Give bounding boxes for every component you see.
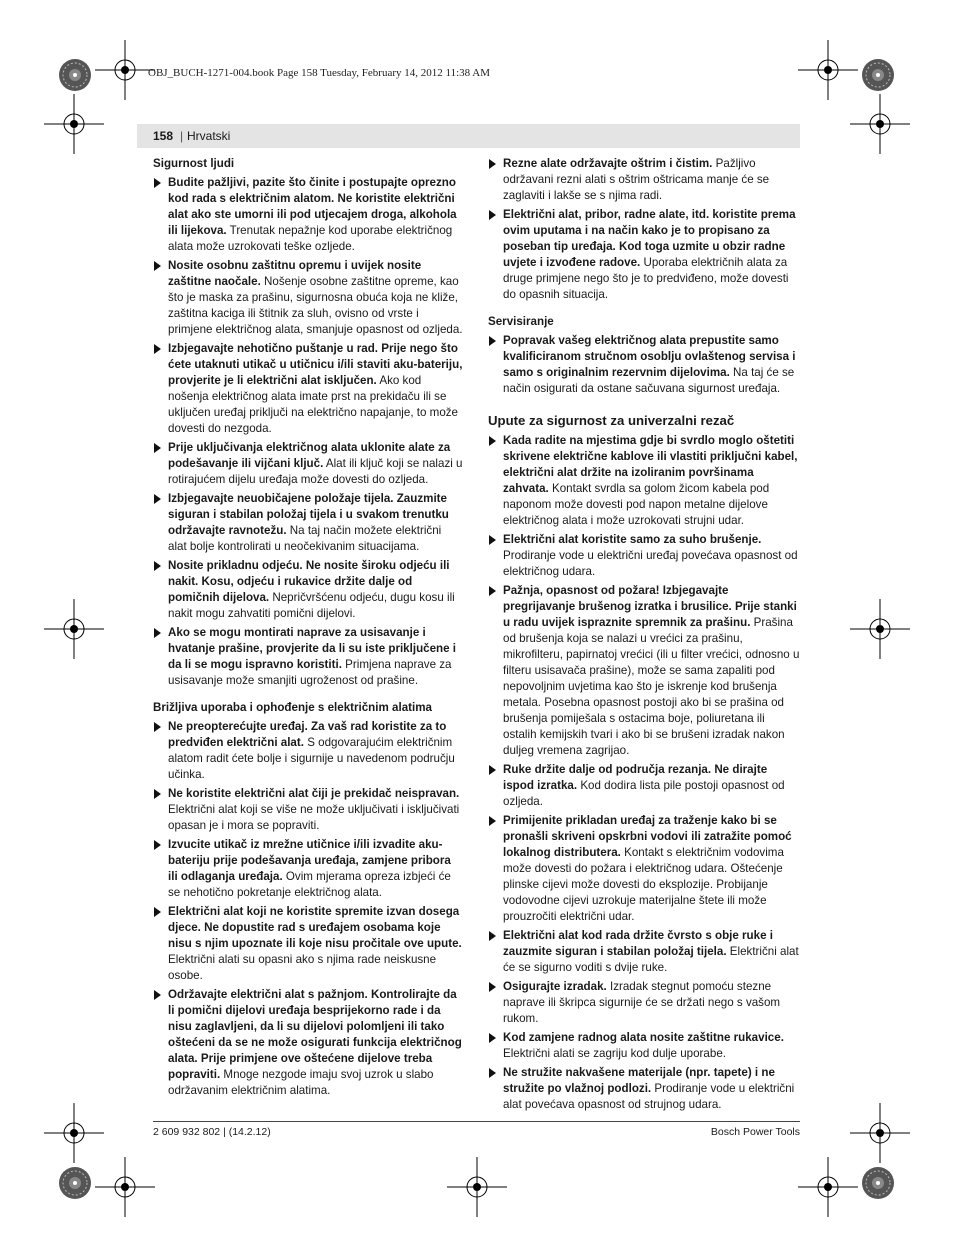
registration-mark-left-upper [44, 94, 104, 154]
registration-mark-bottom-right [798, 1157, 858, 1217]
list-item: Ne stružite nakvašene materijale (npr. tapete) i ne stružite po vlažnoj podlozi. Prodiranje vode u električni alat povećava opasnost od strujnog udara. [488, 1065, 800, 1113]
list-item: Električni alat koji ne koristite spremite izvan dosega djece. Ne dopustite rad s uređajem osobama koje nisu s njim upoznate ili koje nisu pročitale ove upute. Električni alati su opasni ako s njima rade neiskusne osobe. [153, 904, 463, 984]
color-wheel-top-left [57, 57, 93, 93]
bullet-arrow-icon [154, 990, 161, 1000]
registration-mark-right-middle [850, 599, 910, 659]
bullet-arrow-icon [489, 336, 496, 346]
bullet-arrow-icon [154, 722, 161, 732]
bullet-arrow-icon [154, 907, 161, 917]
footer-brand: Bosch Power Tools [710, 1126, 800, 1138]
list-item: Ne preopterećujte uređaj. Za vaš rad koristite za to predviđen električni alat. S odgovarajućim električnim alatom radit ćete bolje i sigurnije u navedenom području učinka. [153, 719, 463, 783]
page-number: 158 [153, 129, 174, 143]
bullet-arrow-icon [154, 178, 161, 188]
subsection-title: Upute za sigurnost za univerzalni rezač [488, 413, 735, 428]
list-item: Kod zamjene radnog alata nosite zaštitne rukavice. Električni alati se zagriju kod dulje uporabe. [488, 1030, 800, 1062]
header-language: Hrvatski [187, 129, 231, 143]
bullet-arrow-icon [154, 789, 161, 799]
bullet-arrow-icon [154, 840, 161, 850]
left-column [153, 156, 463, 1102]
bullet-arrow-icon [489, 210, 496, 220]
bullet-arrow-icon [489, 586, 496, 596]
list-item: Izbjegavajte neuobičajene položaje tijela. Zauzmite siguran i stabilan položaj tijela i u svakom trenutku održavajte ravnotežu. Na taj način možete električni alat bolje kontrolirati u neočekivanim situacijama. [153, 491, 463, 555]
section-heading: Sigurnost ljudi [153, 157, 235, 170]
color-wheel-bottom-left [57, 1165, 93, 1201]
list-item: Prije uključivanja električnog alata uklonite alate za podešavanje ili vijčani ključ. Alat ili ključ koji se nalazi u rotirajućem dijelu uređaja može dovesti do ozljeda. [153, 440, 463, 488]
bullet-arrow-icon [154, 443, 161, 453]
registration-mark-right-upper [850, 94, 910, 154]
bullet-arrow-icon [489, 159, 496, 169]
list-item: Električni alat koristite samo za suho brušenje. Prodiranje vode u električni uređaj povećava opasnost od električnog udara. [488, 532, 800, 580]
list-item: Izvucite utikač iz mrežne utičnice i/ili izvadite aku-bateriju prije podešavanja uređaja, zamjene pribora ili odlaganja uređaja. Ovim mjerama opreza izbjeći će se nehotično pokretanje električnog alata. [153, 837, 463, 901]
list-item: Popravak vašeg električnog alata prepustite samo kvalificiranom stručnom osoblju ovlaštenog servisa i samo s originalnim rezervnim dijelovima. Na taj će se način osigurati da ostane sačuvana sigurnost uređaja. [488, 333, 800, 397]
list-item: Nosite osobnu zaštitnu opremu i uvijek nosite zaštitne naočale. Nošenje osobne zaštitne opreme, kao što je maska za prašinu, sigurnosna obuća koja ne kliže, zaštitna kaciga ili štitnik za sluh, ovisno od vrste i primjene električnog alata, smanjuje opasnost od ozljeda. [153, 258, 463, 338]
bullet-arrow-icon [489, 1068, 496, 1078]
section-heading: Brižljiva uporaba i ophođenje s električnim alatima [153, 701, 432, 714]
list-item: Električni alat kod rada držite čvrsto s obje ruke i zauzmite siguran i stabilan položaj tijela. Električni alat će se sigurno voditi s dvije ruke. [488, 928, 800, 976]
list-item: Električni alat, pribor, radne alate, itd. koristite prema ovim uputama i na način kako je to propisano za poseban tip uređaja. Kod toga uzmite u obzir radne uvjete i izvođene radove. Uporaba električnih alata za druge primjene nego što je to predviđeno, može dovesti do opasnih situacija. [488, 207, 800, 303]
list-item: Pažnja, opasnost od požara! Izbjegavajte pregrijavanje brušenog izratka i brusilice. Prije stanki u radu uvijek ispraznite spremnik za prašinu. Prašina od brušenja koja se nalazi u vrećici za prašinu, mikrofilteru, papirnatoj vrećici (ili u filter vrećici, odnosno u filteru usisavača prašine), može se sama zapaliti pod nepovoljnim uvjetima kao što je iskrenje kod brušenja metala. Posebna opasnost postoji ako bi se prašina od brušenja pomiješala s ostacima boje, poliuretana ili ostalih kemijskih tvari i ako bi se brušeni izradak nakon duljeg vremena zagrijao. [488, 583, 800, 759]
list-item: Ne koristite električni alat čiji je prekidač neispravan. Električni alat koji se više ne može uključivati i isključivati opasan je i mora se popraviti. [153, 786, 463, 834]
bullet-arrow-icon [154, 261, 161, 271]
bullet-arrow-icon [154, 494, 161, 504]
bullet-arrow-icon [489, 931, 496, 941]
header-separator: | [180, 129, 184, 143]
list-item: Održavajte električni alat s pažnjom. Kontrolirajte da li pomični dijelovi uređaja besprijekorno rade i da nisu zaglavljeni, da li su dijelovi polomljeni ili tako oštećeni da se ne može osigurati funkcija električnog alata. Prije primjene ove oštećene dijelove treba popraviti. Mnoge nezgode imaju svoj uzrok u slabo održavanim električnim alatima. [153, 987, 463, 1099]
registration-mark-top-left [95, 40, 155, 100]
bullet-arrow-icon [489, 816, 496, 826]
bullet-arrow-icon [154, 344, 161, 354]
bullet-arrow-icon [489, 1033, 496, 1043]
bullet-arrow-icon [154, 561, 161, 571]
color-wheel-top-right [860, 57, 896, 93]
bullet-arrow-icon [489, 436, 496, 446]
list-item: Osigurajte izradak. Izradak stegnut pomoću stezne naprave ili škripca sigurnije će se držati nego s vašom rukom. [488, 979, 800, 1027]
list-item: Izbjegavajte nehotično puštanje u rad. Prije nego što ćete utaknuti utikač u utičnicu i/ili staviti aku-bateriju, provjerite je li električni alat isključen. Ako kod nošenja električnog alata imate prst na prekidaču ili se uključen uređaj priključi na električno napajanje, to može dovesti do nezgoda. [153, 341, 463, 437]
list-item: Rezne alate održavajte oštrim i čistim. Pažljivo održavani rezni alati s oštrim oštricama manje će se zaglaviti i lakše se s njima radi. [488, 156, 800, 204]
registration-mark-left-middle [44, 599, 104, 659]
list-item: Ako se mogu montirati naprave za usisavanje i hvatanje prašine, provjerite da li su iste priključene i da li se mogu ispravno koristiti. Primjena naprave za usisavanje može smanjiti ugroženost od prašine. [153, 625, 463, 689]
bullet-arrow-icon [489, 535, 496, 545]
color-wheel-bottom-right [860, 1165, 896, 1201]
list-item: Nosite prikladnu odjeću. Ne nosite široku odjeću ili nakit. Kosu, odjeću i rukavice držite dalje od pomičnih dijelova. Nepričvršćenu odjeću, dugu kosu ili nakit mogu zahvatiti pomični dijelovi. [153, 558, 463, 622]
bullet-arrow-icon [154, 628, 161, 638]
footer-divider [153, 1121, 800, 1122]
bullet-arrow-icon [489, 765, 496, 775]
footer-doc-number: 2 609 932 802 | (14.2.12) [153, 1126, 271, 1138]
list-item: Primijenite prikladan uređaj za traženje kako bi se pronašli skriveni opskrbni vodovi ili zatražite pomoć lokalnog distributera. Kontakt s električnim vodovima može dovesti do požara i električnog udara. Oštećenje plinske cijevi može dovesti do eksplozije. Probijanje vodovodne cijevi uzrokuje materijalne štete ili može prouzročiti električni udar. [488, 813, 800, 925]
bullet-arrow-icon [489, 982, 496, 992]
slug-line: OBJ_BUCH-1271-004.book Page 158 Tuesday, February 14, 2012 11:38 AM [148, 67, 491, 79]
right-column [488, 156, 800, 1116]
registration-mark-top-right [798, 40, 858, 100]
section-heading: Servisiranje [488, 315, 554, 328]
list-item: Budite pažljivi, pazite što činite i postupajte oprezno kod rada s električnim alatom. Ne koristite električni alat ako ste umorni ili pod utjecajem droga, alkohola ili lijekova. Trenutak nepažnje kod uporabe električnog alata može uzrokovati teške ozljede. [153, 175, 463, 255]
page-header [137, 124, 800, 148]
list-item: Kada radite na mjestima gdje bi svrdlo moglo oštetiti skrivene električne kablove ili vlastiti priključni kabel, električni alat držite na izoliranim površinama zahvata. Kontakt svrdla sa golom žicom kabela pod naponom može dovesti pod napon metalne dijelove električnog alata i može uzrokovati strujni udar. [488, 433, 800, 529]
list-item: Ruke držite dalje od područja rezanja. Ne dirajte ispod izratka. Kod dodira lista pile postoji opasnost od ozljeda. [488, 762, 800, 810]
registration-mark-right-lower [850, 1103, 910, 1163]
registration-mark-bottom-center [447, 1157, 507, 1217]
registration-mark-left-lower [44, 1103, 104, 1163]
registration-mark-bottom-left [95, 1157, 155, 1217]
